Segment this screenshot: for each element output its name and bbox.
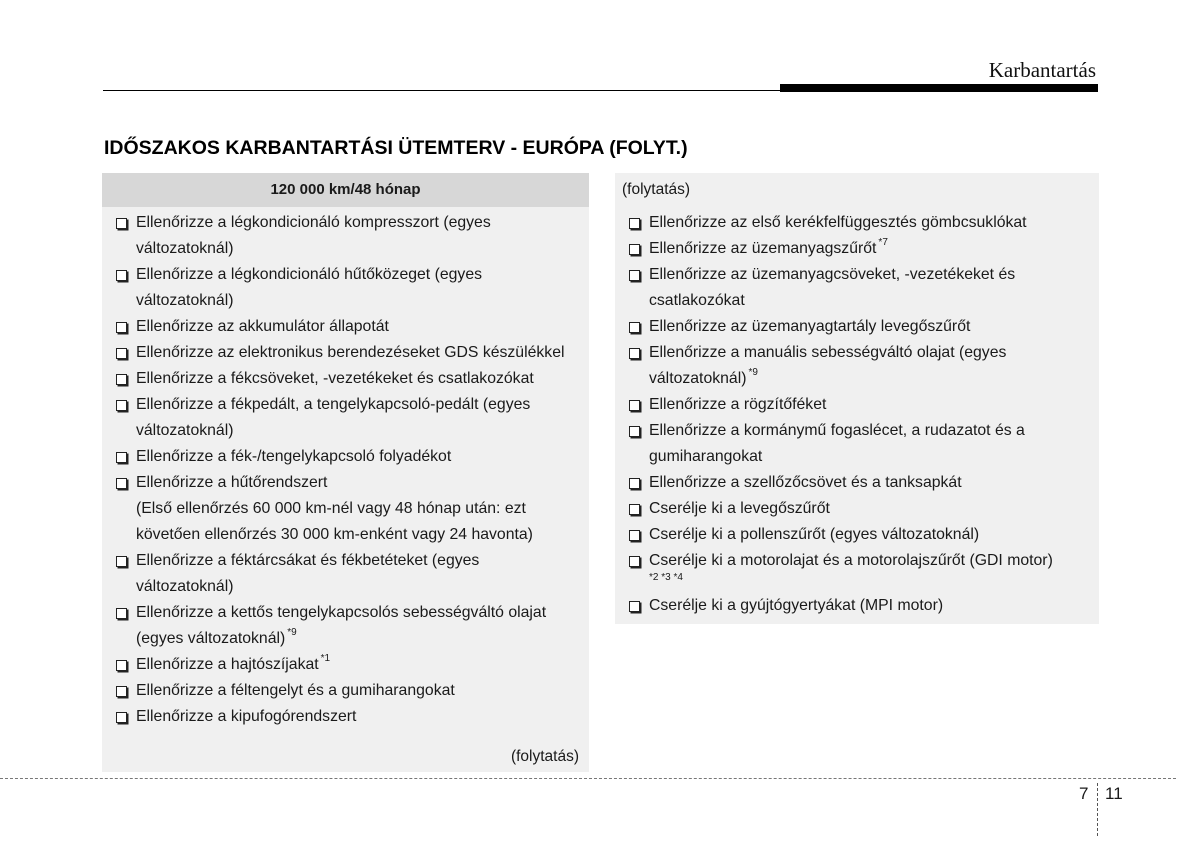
checkbox-icon — [116, 400, 127, 411]
checklist-item — [102, 262, 589, 314]
schedule-box-left — [102, 173, 589, 772]
item-text: Cserélje ki a motorolajat és a motorolajszűrőt (GDI motor) — [649, 552, 1053, 569]
item-text: Ellenőrizze az első kerékfelfüggesztés gömbcsuklókat — [649, 214, 1027, 231]
item-text: Ellenőrizze a hajtószíjakat — [136, 656, 319, 673]
schedule-box-right — [615, 173, 1099, 624]
item-text: Ellenőrizze a kettős tengelykapcsolós sebességváltó olajat (egyes változatoknál) — [136, 604, 547, 647]
checkbox-icon — [629, 601, 640, 612]
checkbox-icon — [629, 322, 640, 333]
footnote-ref: *9 — [748, 366, 758, 378]
item-text: Ellenőrizze a fékpedált, a tengelykapcsoló-pedált (egyes változatoknál) — [136, 396, 531, 439]
page-number: 11 — [1105, 784, 1123, 803]
section-title: IDŐSZAKOS KARBANTARTÁSI ÜTEMTERV - EURÓPA (FOLYT.) — [104, 137, 688, 159]
checkbox-icon — [116, 556, 127, 567]
checklist-item — [102, 600, 589, 652]
item-text: Cserélje ki a gyújtógyertyákat (MPI motor) — [649, 597, 944, 614]
checkbox-icon — [116, 478, 127, 489]
item-text: Ellenőrizze a fékcsöveket, -vezetékeket és csatlakozókat — [136, 370, 534, 387]
checkbox-icon — [629, 400, 640, 411]
checklist-item — [102, 704, 589, 730]
checklist-item — [102, 444, 589, 470]
checklist-item — [102, 340, 589, 366]
item-text: Ellenőrizze a szellőzőcsövet és a tanksapkát — [649, 474, 962, 491]
item-text: Cserélje ki a pollenszűrőt (egyes változatoknál) — [649, 526, 980, 543]
checkbox-icon — [629, 348, 640, 359]
checklist-item — [615, 236, 1099, 262]
checklist-item — [615, 522, 1099, 548]
checklist-item — [102, 652, 589, 678]
checkbox-icon — [116, 608, 127, 619]
checkbox-icon — [629, 478, 640, 489]
header-title: Karbantartás — [988, 58, 1096, 82]
checkbox-icon — [629, 426, 640, 437]
item-text: Ellenőrizze az üzemanyagszűrőt — [649, 240, 877, 257]
checkbox-icon — [629, 218, 640, 229]
interval-heading: 120 000 km/48 hónap — [102, 173, 589, 207]
right-checklist — [615, 207, 1099, 619]
checkbox-icon — [629, 504, 640, 515]
checkbox-icon — [629, 556, 640, 567]
checklist-item — [102, 678, 589, 704]
checkbox-icon — [629, 530, 640, 541]
item-text: Ellenőrizze a kormánymű fogaslécet, a rudazatot és a gumiharangokat — [649, 422, 1025, 465]
chapter-number: 7 — [1079, 784, 1089, 803]
left-checklist — [102, 207, 589, 730]
header-bar — [780, 84, 1098, 92]
item-text: Ellenőrizze a manuális sebességváltó olajat (egyes változatoknál) — [649, 344, 1007, 387]
checklist-item — [102, 548, 589, 600]
checklist-item — [615, 548, 1099, 584]
item-text: Ellenőrizze a féktárcsákat és fékbetéteket (egyes változatoknál) — [136, 552, 480, 595]
item-text: Ellenőrizze az elektronikus berendezéseket GDS készülékkel — [136, 344, 565, 361]
checklist-item — [615, 314, 1099, 340]
checklist-item — [102, 392, 589, 444]
footer-dashed-rule — [0, 778, 1176, 779]
footer-page-divider — [1097, 783, 1098, 836]
item-text: Ellenőrizze a légkondicionáló hűtőközeget (egyes változatoknál) — [136, 266, 482, 309]
checklist-item — [615, 210, 1099, 236]
item-text: Ellenőrizze a féltengelyt és a gumiharangokat — [136, 682, 455, 699]
checklist-item — [615, 593, 1099, 619]
checklist-item — [102, 366, 589, 392]
checklist-item — [615, 418, 1099, 470]
checklist-item — [615, 496, 1099, 522]
checkbox-icon — [116, 270, 127, 281]
item-note: (Első ellenőrzés 60 000 km-nél vagy 48 hónap után: ezt követően ellenőrzés 30 000 km-enként vagy 24 havonta) — [136, 500, 533, 543]
checklist-item — [615, 392, 1099, 418]
item-text: Ellenőrizze a légkondicionáló kompresszort (egyes változatoknál) — [136, 214, 491, 257]
continued-heading: (folytatás) — [622, 181, 691, 198]
continued-label: (folytatás) — [510, 748, 579, 765]
checkbox-icon — [629, 270, 640, 281]
checkbox-icon — [116, 348, 127, 359]
checkbox-icon — [116, 322, 127, 333]
item-text: Ellenőrizze az üzemanyagtartály levegőszűrőt — [649, 318, 971, 335]
checklist-item — [102, 470, 589, 548]
checklist-item — [615, 340, 1099, 392]
checkbox-icon — [116, 712, 127, 723]
checkbox-icon — [116, 686, 127, 697]
checklist-item — [615, 262, 1099, 314]
item-text: Ellenőrizze a hűtőrendszert — [136, 474, 328, 491]
footnote-ref: *1 — [320, 652, 331, 664]
item-text: Ellenőrizze a rögzítőféket — [649, 396, 827, 413]
footnote-ref: *7 — [878, 236, 888, 248]
checkbox-icon — [116, 452, 127, 463]
header-rule — [103, 90, 780, 91]
item-text: Ellenőrizze a kipufogórendszert — [136, 708, 357, 725]
footnote-refs: *2 *3 *4 — [649, 572, 683, 583]
checkbox-icon — [629, 244, 640, 255]
checkbox-icon — [116, 374, 127, 385]
checkbox-icon — [116, 218, 127, 229]
item-text: Ellenőrizze a fék-/tengelykapcsoló folyadékot — [136, 448, 452, 465]
item-text: Ellenőrizze az akkumulátor állapotát — [136, 318, 389, 335]
checklist-item — [102, 210, 589, 262]
checklist-item — [615, 470, 1099, 496]
footnote-ref: *9 — [287, 626, 297, 638]
checkbox-icon — [116, 660, 127, 671]
item-text: Ellenőrizze az üzemanyagcsöveket, -vezetékeket és csatlakozókat — [649, 266, 1016, 309]
item-text: Cserélje ki a levegőszűrőt — [649, 500, 830, 517]
checklist-item — [102, 314, 589, 340]
